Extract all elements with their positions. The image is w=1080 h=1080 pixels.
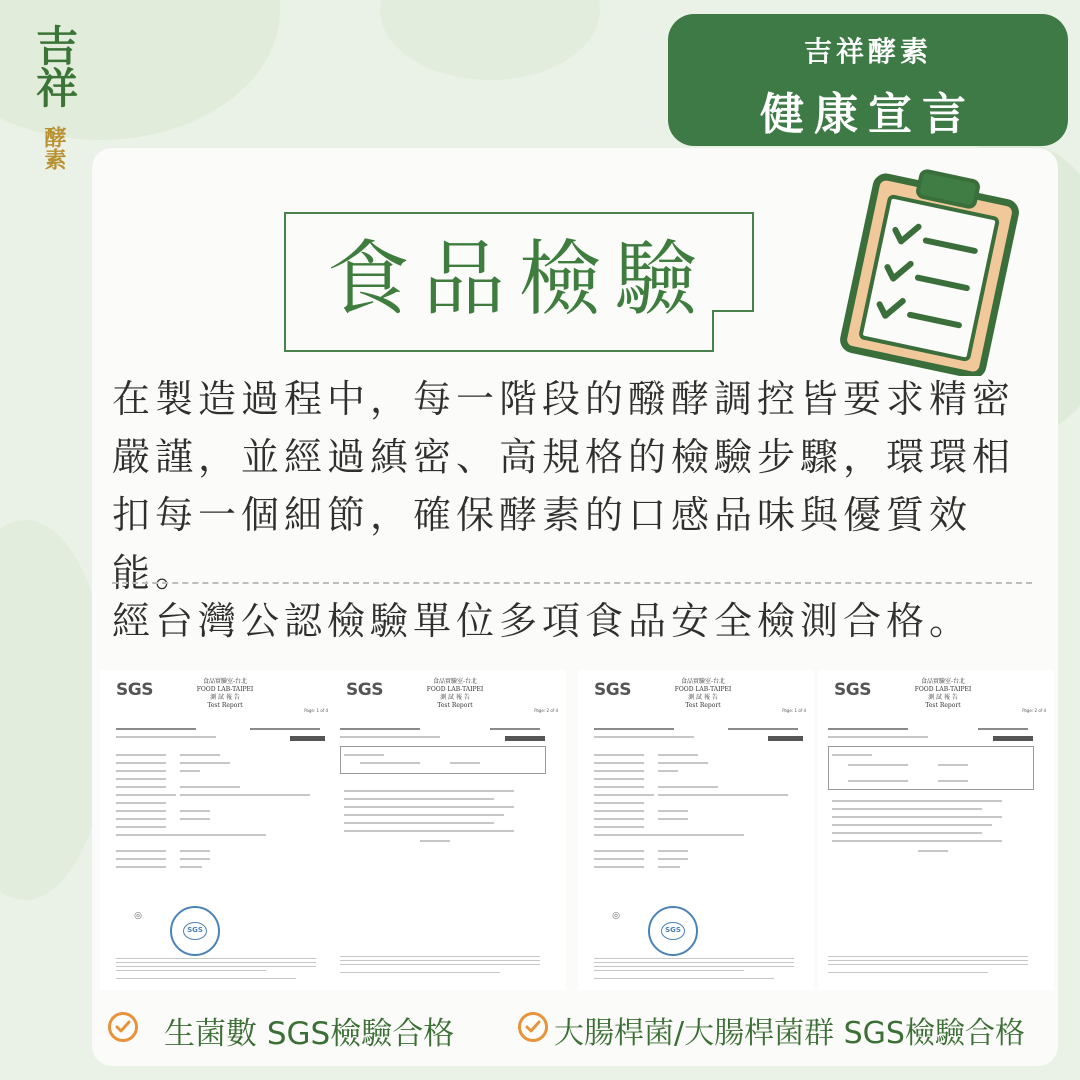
title-corner-fold: [712, 310, 754, 352]
sgs-logo: SGS: [346, 680, 383, 700]
header-badge: [668, 14, 1068, 146]
logo-main-text: 吉祥: [30, 24, 79, 108]
clipboard-checklist-icon: [832, 162, 1028, 376]
report-page-number: Page: 1 of 4: [304, 708, 328, 713]
logo-sub-text: 酵素: [41, 126, 67, 170]
background-leaf: [380, 0, 600, 80]
badge-title: 健康宣言: [760, 89, 976, 140]
test-report-thumbnail: [330, 670, 566, 990]
report-header: 食品實驗室-台北 FOOD LAB-TAIPEI 測 試 報 告 Test Report: [196, 678, 254, 709]
report-header: 食品實驗室-台北 FOOD LAB-TAIPEI 測 試 報 告 Test Report: [426, 678, 484, 709]
sgs-logo: SGS: [594, 680, 631, 700]
label-coliform: 大腸桿菌/大腸桿菌群 SGS檢驗合格: [554, 1016, 1025, 1051]
test-report-thumbnail: [100, 670, 336, 990]
sgs-stamp-icon: SGS: [648, 906, 698, 956]
report-page-number: Page: 2 of 4: [534, 708, 558, 713]
certification-statement: 經台灣公認檢驗單位多項食品安全檢測合格。: [112, 599, 973, 643]
sgs-logo: SGS: [834, 680, 871, 700]
label-total-bacteria: 生菌數 SGS檢驗合格: [164, 1016, 455, 1052]
check-circle-icon: [108, 1012, 138, 1042]
badge-brand: 吉祥酵素: [803, 35, 932, 68]
intro-paragraph: 在製造過程中，每一階段的醱酵調控皆要求精密嚴謹，並經過縝密、高規格的檢驗步驟，環環相扣每一個細節，確保酵素的口感品味與優質效能。: [112, 377, 1016, 595]
section-title: 食品檢驗: [326, 232, 711, 327]
report-header: 食品實驗室-台北 FOOD LAB-TAIPEI 測 試 報 告 Test Report: [674, 678, 732, 709]
report-page-number: Page: 1 of 4: [782, 708, 806, 713]
section-title-box: [284, 212, 754, 352]
sgs-logo: SGS: [116, 680, 153, 700]
check-circle-icon: [518, 1012, 548, 1042]
report-page-number: Page: 2 of 4: [1022, 708, 1046, 713]
test-report-thumbnail: [578, 670, 814, 990]
test-report-thumbnail: [818, 670, 1054, 990]
company-seal: ◎: [612, 911, 620, 921]
report-header: 食品實驗室-台北 FOOD LAB-TAIPEI 測 試 報 告 Test Report: [914, 678, 972, 709]
sgs-stamp-icon: SGS: [170, 906, 220, 956]
company-seal: ◎: [134, 911, 142, 921]
divider: [112, 582, 1032, 584]
brand-logo: [18, 18, 90, 198]
